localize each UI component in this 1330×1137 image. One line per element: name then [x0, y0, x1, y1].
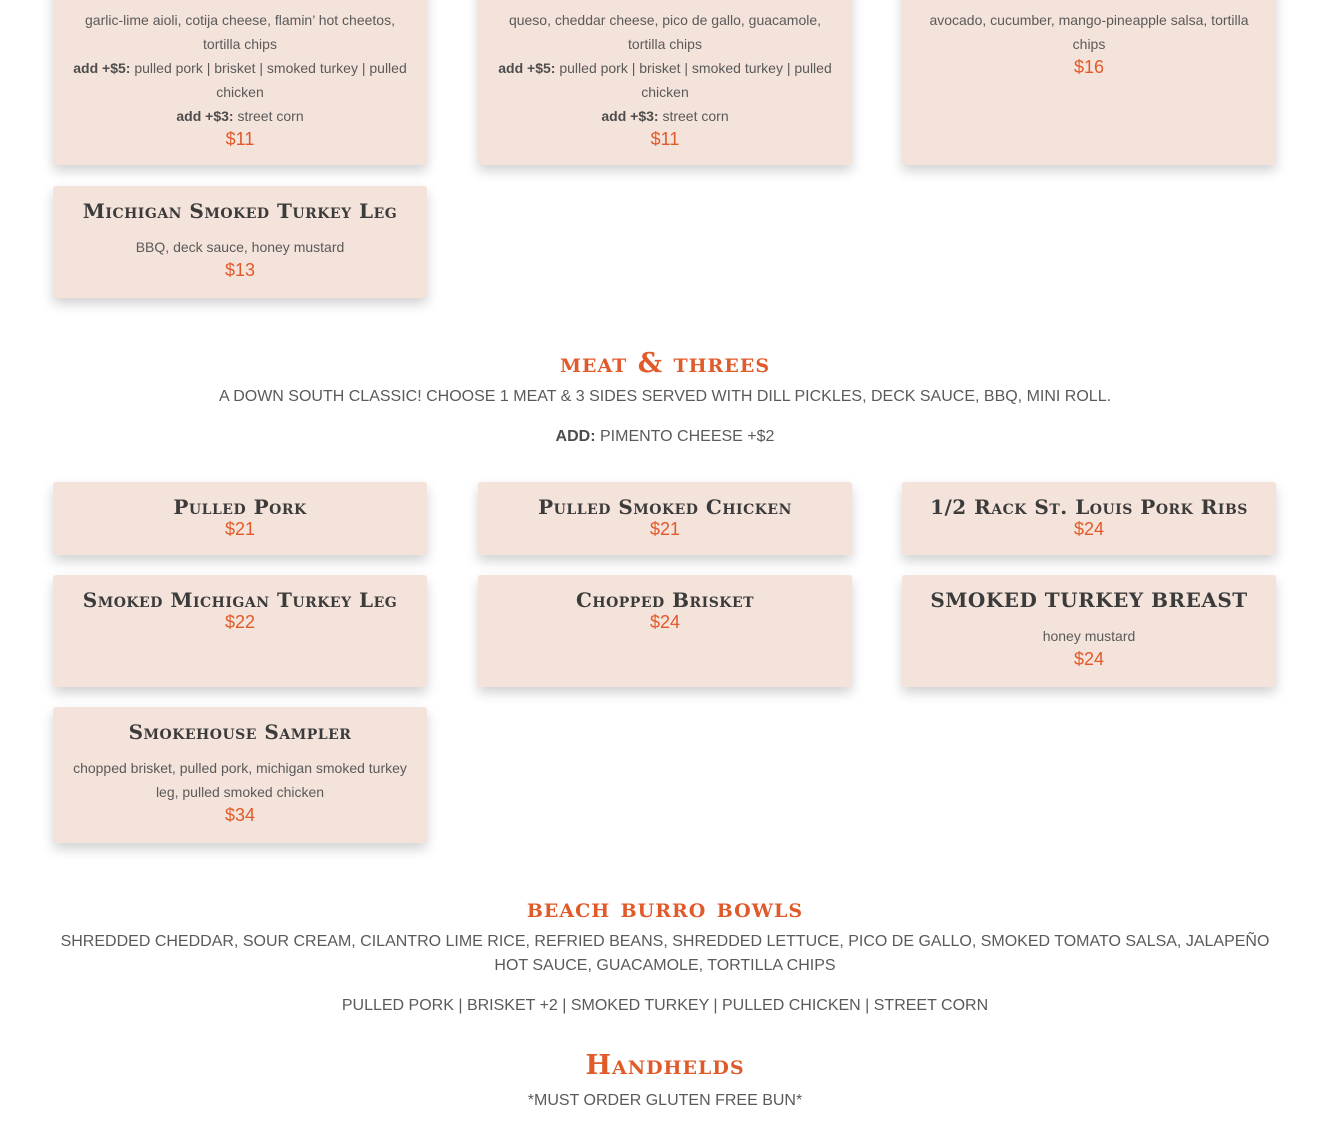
addon-text: pulled pork | brisket | smoked turkey | pulled chicken: [559, 60, 832, 100]
addon-line: [71, 104, 409, 128]
item-title: Pulled Pork: [173, 495, 307, 519]
addon-label: ADD:: [555, 428, 596, 445]
item-price: $16: [1073, 57, 1105, 77]
item-price: $24: [1073, 649, 1105, 669]
section-title-burro-bowls: beach burro bowls: [526, 893, 804, 924]
addon-text: street corn: [662, 108, 729, 124]
item-price: $24: [649, 612, 681, 632]
addon-text: pulled pork | brisket | smoked turkey | pulled chicken: [134, 60, 407, 100]
section-note: *MUST ORDER GLUTEN FREE BUN*: [527, 1092, 803, 1109]
menu-card-pulled-smoked-chicken: [478, 482, 852, 555]
addon-label: add +$5:: [498, 60, 556, 76]
item-description: avocado, cucumber, mango-pineapple salsa, tortilla chips: [929, 12, 1249, 52]
item-title: Michigan Smoked Turkey Leg: [82, 199, 398, 223]
section-addon: [0, 425, 1330, 449]
section-subtitle: SHREDDED CHEDDAR, SOUR CREAM, CILANTRO LIME RICE, REFRIED BEANS, SHREDDED LETTUCE, PICO DE GALLO, SMOKED TOMATO SALSA, JALAPEÑO HOT SAUCE, GUACAMOLE, TORTILLA CHIPS: [60, 933, 1270, 974]
item-description: BBQ, deck sauce, honey mustard: [135, 239, 345, 255]
addon-line: [71, 56, 409, 104]
item-title: Pulled Smoked Chicken: [538, 495, 792, 519]
section-title-meat-threes: meat & threes: [559, 348, 771, 379]
item-price: $13: [224, 260, 256, 280]
addon-line: [496, 56, 834, 104]
addon-text: street corn: [237, 108, 304, 124]
item-description: queso, cheddar cheese, pico de gallo, guacamole, tortilla chips: [508, 12, 822, 52]
menu-card-chopped-brisket: [478, 575, 852, 687]
menu-card-smoked-turkey-leg: [53, 575, 427, 687]
item-title: Smoked Michigan Turkey Leg: [82, 588, 398, 612]
item-description: garlic-lime aioli, cotija cheese, flamin’ hot cheetos, tortilla chips: [85, 12, 395, 52]
addon-label: add +$3:: [176, 108, 234, 124]
item-price: $21: [224, 519, 256, 539]
menu-card-ceviche: [902, 0, 1276, 165]
item-description: honey mustard: [1042, 628, 1136, 644]
menu-card-nachos-2: [478, 0, 852, 165]
item-price: $11: [650, 129, 680, 149]
item-price: $21: [649, 519, 681, 539]
item-title: SMOKED TURKEY BREAST: [930, 588, 1248, 612]
section-options: PULLED PORK | BRISKET +2 | SMOKED TURKEY | PULLED CHICKEN | STREET CORN: [341, 997, 989, 1014]
item-price: $22: [224, 612, 256, 632]
addon-line: [496, 104, 834, 128]
item-price: $34: [224, 805, 256, 825]
menu-card-smokehouse-sampler: [53, 707, 427, 843]
addon-label: add +$3:: [601, 108, 659, 124]
item-price: $24: [1073, 519, 1105, 539]
menu-card-smoked-turkey-breast: [902, 575, 1276, 687]
menu-card-pulled-pork: [53, 482, 427, 555]
menu-card-pork-ribs: [902, 482, 1276, 555]
addon-label: add +$5:: [73, 60, 131, 76]
section-subtitle: A DOWN SOUTH CLASSIC! CHOOSE 1 MEAT & 3 SIDES SERVED WITH DILL PICKLES, DECK SAUCE, BBQ, MINI ROLL.: [218, 388, 1112, 405]
item-title: 1/2 Rack St. Louis Pork Ribs: [930, 495, 1248, 519]
addon-text: PIMENTO CHEESE +$2: [600, 428, 775, 445]
section-title-handhelds: Handhelds: [585, 1050, 745, 1081]
menu-card-nachos-1: [53, 0, 427, 165]
menu-card-turkey-leg: [53, 186, 427, 298]
item-price: $11: [225, 129, 255, 149]
item-title: Chopped Brisket: [575, 588, 755, 612]
item-title: Smokehouse Sampler: [128, 720, 352, 744]
item-description: chopped brisket, pulled pork, michigan smoked turkey leg, pulled smoked chicken: [73, 760, 407, 800]
